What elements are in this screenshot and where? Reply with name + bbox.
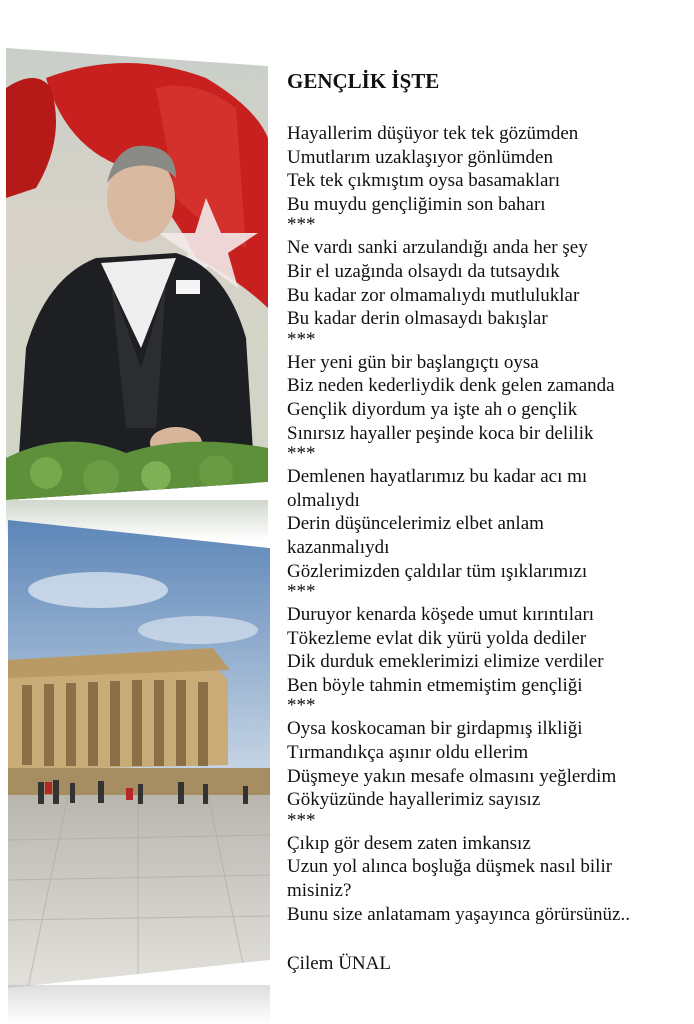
poem-line: misiniz?: [287, 880, 352, 902]
poem-line: Ben böyle tahmin etmemiştim gençliği: [287, 674, 583, 696]
mausoleum-photo: [8, 520, 270, 988]
poem-line: Bu muydu gençliğimin son baharı: [287, 193, 546, 215]
poem-line: Oysa koskocaman bir girdapmış ilkliği: [287, 718, 583, 740]
poem-line: Bunu size anlatamam yaşayınca görürsünüz..: [287, 903, 630, 925]
stanza-separator: ***: [287, 328, 316, 350]
poem-line: Bu kadar derin olmasaydı bakışlar: [287, 308, 548, 330]
poem-line: Tırmandıkça aşınır oldu ellerim: [287, 742, 529, 764]
poem-line: Demlenen hayatlarımız bu kadar acı mı: [287, 466, 588, 488]
stanza-separator: ***: [287, 443, 316, 465]
poem-line: Dik durduk emeklerimizi elimize verdiler: [287, 651, 604, 673]
poem-line: Gözlerimizden çaldılar tüm ışıklarımızı: [287, 560, 588, 582]
poem-line: Bir el uzağında olsaydı da tutsaydık: [287, 260, 560, 282]
poem-title: GENÇLİK İŞTE: [287, 69, 440, 93]
stanza-2: [287, 236, 687, 350]
stanza-separator: ***: [287, 695, 316, 717]
stanza-4: [287, 465, 687, 603]
stanza-1: [287, 122, 687, 236]
poem-line: Hayallerim düşüyor tek tek gözümden: [287, 123, 579, 144]
mausoleum-reflection: [8, 985, 270, 1024]
poem-line: Derin düşüncelerimiz elbet anlam: [287, 513, 544, 535]
stanza-5: [287, 603, 687, 717]
stanza-7: [287, 832, 687, 926]
poem-line: kazanmalıydı: [287, 536, 390, 558]
poem-line: Duruyor kenarda köşede umut kırıntıları: [287, 604, 595, 626]
portrait-photo: [6, 48, 268, 500]
image-column: [0, 0, 275, 1024]
poem-line: Tökezleme evlat dik yürü yolda dediler: [287, 627, 587, 649]
stanza-separator: ***: [287, 809, 316, 831]
stanza-6: [287, 717, 687, 831]
poem-line: Gökyüzünde hayallerimiz sayısız: [287, 789, 541, 811]
poem-line: olmalıydı: [287, 489, 360, 511]
poem-line: Çıkıp gör desem zaten imkansız: [287, 832, 531, 854]
poem-line: Ne vardı sanki arzulandığı anda her şey: [287, 237, 588, 259]
poem-line: Umutlarım uzaklaşıyor gönlümden: [287, 146, 553, 168]
poem-line: Sınırsız hayaller peşinde koca bir delilik: [287, 422, 594, 444]
poem-line: Bu kadar zor olmamalıydı mutluluklar: [287, 284, 580, 306]
poem-line: Gençlik diyordum ya işte ah o gençlik: [287, 398, 578, 420]
poem-line: Biz neden kederliydik denk gelen zamanda: [287, 375, 615, 397]
poem-line: Tek tek çıkmıştım oysa basamakları: [287, 170, 561, 192]
poem-line: Uzun yol alınca boşluğa düşmek nasıl bilir: [287, 856, 613, 878]
stanza-separator: ***: [287, 214, 316, 236]
stanza-3: [287, 351, 687, 465]
poem: [287, 66, 687, 976]
stanza-separator: ***: [287, 581, 316, 603]
poem-line: Düşmeye yakın mesafe olmasını yeğlerdim: [287, 765, 617, 787]
poem-line: Her yeni gün bir başlangıçtı oysa: [287, 351, 539, 373]
poem-author: Çilem ÜNAL: [287, 953, 391, 975]
